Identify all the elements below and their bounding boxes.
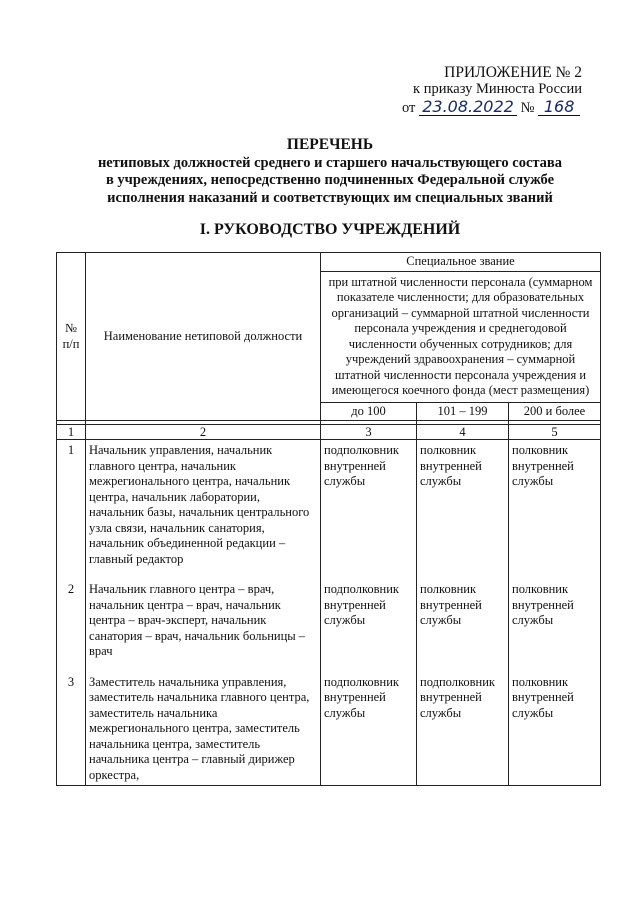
order-number: 168 <box>538 98 580 116</box>
header-range-1: до 100 <box>321 402 417 421</box>
heading-line-3: исполнения наказаний и соответствующих им специальных званий <box>107 189 553 206</box>
col-number-1: 1 <box>57 425 86 440</box>
row-position: Начальник главного центра – врач, начальник центра – врач, начальник центра – врач-эксперт, начальник санатория – врач, начальник больницы – врач <box>86 579 321 672</box>
col-number-3: 3 <box>321 425 417 440</box>
heading-line-1: нетиповых должностей среднего и старшего начальствующего состава <box>97 154 563 171</box>
row-number: 1 <box>57 440 86 580</box>
document-heading <box>40 136 620 207</box>
number-label: № <box>520 100 535 116</box>
row-rank-up-to-100: подполковник внутренней службы <box>321 579 417 672</box>
table-row <box>57 579 601 672</box>
appendix-block <box>392 64 582 117</box>
header-range-3: 200 и более <box>509 402 601 421</box>
section-title: I. РУКОВОДСТВО УЧРЕЖДЕНИЙ <box>199 221 461 238</box>
order-reference <box>392 98 582 117</box>
document-title: ПЕРЕЧЕНЬ <box>286 136 374 153</box>
col-number-2: 2 <box>86 425 321 440</box>
row-rank-200-plus: полковник внутренней службы <box>509 579 601 672</box>
header-position: Наименование нетиповой должности <box>86 253 321 421</box>
order-date: 23.08.2022 <box>419 98 517 116</box>
row-rank-101-199: полковник внутренней службы <box>417 440 509 580</box>
row-rank-101-199: полковник внутренней службы <box>417 579 509 672</box>
row-rank-200-plus: полковник внутренней службы <box>509 672 601 786</box>
row-rank-101-199: подполковник внутренней службы <box>417 672 509 786</box>
row-position: Заместитель начальника управления, заместитель начальника главного центра, заместитель начальника межрегионального центра, заместитель начальника центра, заместитель начальника центра – главный дирижер оркестра, <box>86 672 321 786</box>
heading-line-2: в учреждениях, непосредственно подчиненных Федеральной службе <box>105 172 555 188</box>
header-rank: Специальное звание <box>321 253 601 272</box>
row-rank-200-plus: полковник внутренней службы <box>509 440 601 580</box>
table-row <box>57 672 601 786</box>
table-row <box>57 440 601 580</box>
row-rank-up-to-100: подполковник внутренней службы <box>321 672 417 786</box>
col-number-5: 5 <box>509 425 601 440</box>
row-number: 2 <box>57 579 86 672</box>
header-no: № п/п <box>57 253 86 421</box>
row-number: 3 <box>57 672 86 786</box>
header-rank-note: при штатной численности персонала (суммарном показателе численности; для образовательных организаций – суммарной штатной численности персонала учреждения и среднегодовой численности обученных сотрудников; для учреждений здравоохранения – суммарной штатной численности персонала учреждения и имеющегося коечного фонда (мест размещения) <box>321 271 601 402</box>
col-number-4: 4 <box>417 425 509 440</box>
row-position: Начальник управления, начальник главного центра, начальник межрегионального центра, начальник центра, начальник лаборатории, начальник базы, начальник центрального узла связи, начальник санатория, начальник объединенной редакции – главный редактор <box>86 440 321 580</box>
header-range-2: 101 – 199 <box>417 402 509 421</box>
appendix-title: ПРИЛОЖЕНИЕ № 2 <box>444 64 582 81</box>
appendix-subtitle: к приказу Минюста России <box>413 81 582 97</box>
from-label: от <box>402 100 416 116</box>
row-rank-up-to-100: подполковник внутренней службы <box>321 440 417 580</box>
positions-table <box>56 252 601 786</box>
